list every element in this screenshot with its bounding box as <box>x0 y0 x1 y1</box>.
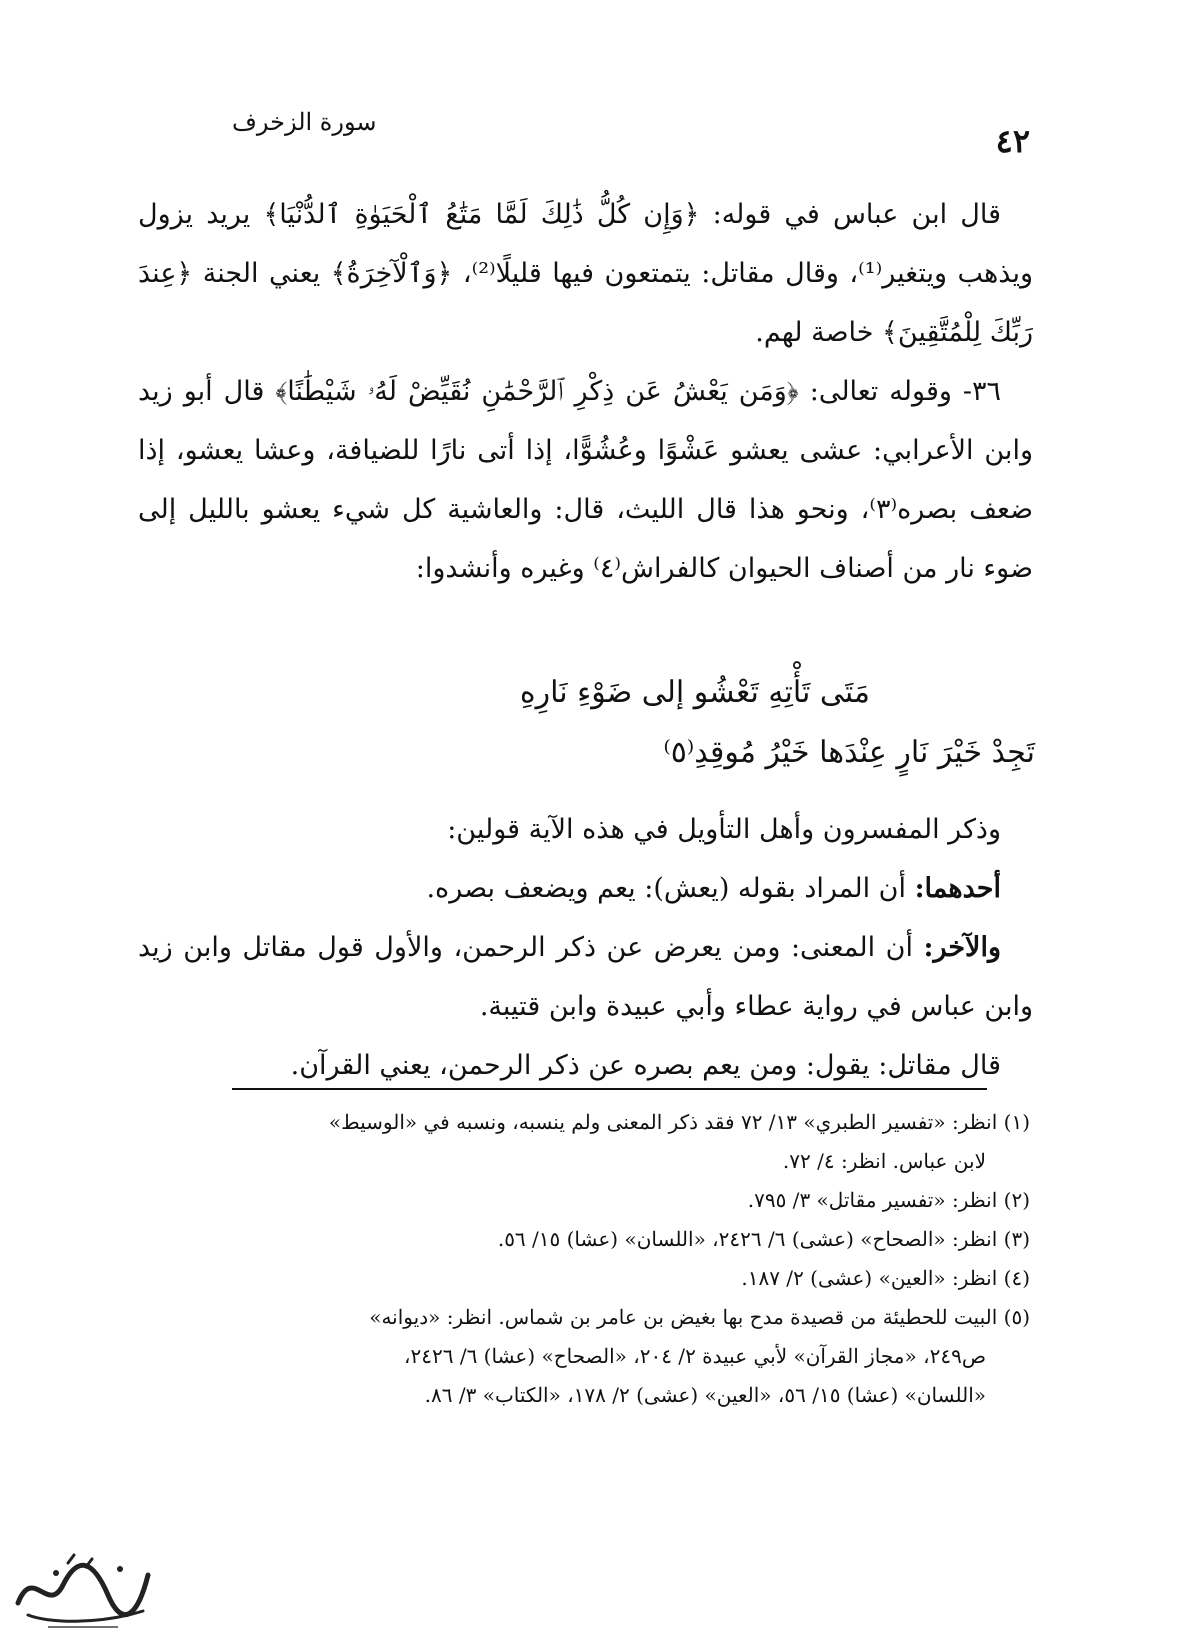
paragraph-ibn-abbas: قال ابن عباس في قوله: ﴿وَإِن كُلُّ ذَٰلِكَ لَمَّا مَتَٰعُ ٱلْحَيَوٰةِ ٱلدُّنْيَا﴾ يريد يزول ويذهب ويتغير⁽¹⁾، وقال مقاتل: يتمتعون فيها قليلًا⁽²⁾، ﴿وَٱلْآخِرَةُ﴾ يعني الجنة ﴿عِندَ رَبِّكَ لِلْمُتَّقِينَ﴾ خاصة لهم. <box>138 199 1034 348</box>
main-text <box>138 185 1033 598</box>
main-text-continued <box>138 800 1033 1095</box>
publisher-logo-icon <box>8 1545 156 1633</box>
footnote-4: (٤) انظر: «العين» (عشى) ٢/ ١٨٧. <box>741 1266 1030 1290</box>
footnote-1: (١) انظر: «تفسير الطبري» ١٣/ ٧٢ فقد ذكر المعنى ولم ينسبه، ونسبه في «الوسيط» <box>328 1110 1030 1134</box>
footnote-5: (٥) البيت للحطيئة من قصيدة مدح بها بغيض بن عامر بن شماس. انظر: «ديوانه» <box>369 1305 1030 1329</box>
page-number: ٤٢ <box>995 122 1030 160</box>
paragraph-muqatil: قال مقاتل: يقول: ومن يعم بصره عن ذكر الرحمن، يعني القرآن. <box>290 1050 1001 1081</box>
paragraph-first-opinion <box>138 859 1033 918</box>
footnote-3: (٣) انظر: «الصحاح» (عشى) ٦/ ٢٤٢٦، «اللسان» (عشا) ١٥/ ٥٦. <box>497 1227 1030 1251</box>
first-opinion-label: أحدهما: <box>914 873 1001 904</box>
footnotes <box>215 1103 1030 1415</box>
poetry-verse-second-half: تَجِدْ خَيْرَ نَارٍ عِنْدَها خَيْرُ مُوقِدِ⁽٥⁾ <box>663 735 1035 770</box>
footnote-5-continued-2: «اللسان» (عشا) ١٥/ ٥٦، «العين» (عشى) ٢/ ١٧٨، «الكتاب» ٣/ ٨٦. <box>424 1383 986 1407</box>
paragraph-two-opinions: وذكر المفسرون وأهل التأويل في هذه الآية قولين: <box>447 814 1001 845</box>
surah-title: سورة الزخرف <box>232 108 377 136</box>
poetry-verse-first-half: مَتَى تَأْتِهِ تَعْشُو إلى ضَوْءِ نَارِهِ <box>519 675 870 710</box>
footnote-5-continued: ص٢٤٩، «مجاز القرآن» لأبي عبيدة ٢/ ٢٠٤، «الصحاح» (عشا) ٦/ ٢٤٢٦، <box>404 1344 986 1368</box>
paragraph-second-opinion <box>138 918 1033 1036</box>
footnote-1-continued: لابن عباس. انظر: ٤/ ٧٢. <box>782 1149 986 1173</box>
second-opinion-label: والآخر: <box>923 932 1001 963</box>
paragraph-verse-36: ٣٦- وقوله تعالى: ﴿وَمَن يَعْشُ عَن ذِكْرِ ٱلرَّحْمَٰنِ نُقَيِّضْ لَهُۥ شَيْطَٰنًا﴾ قال أبو زيد وابن الأعرابي: عشى يعشو عَشْوًا وعُشُوًّا، إذا أتى نارًا للضيافة، وعشا يعشو، إذا ضعف بصره⁽٣⁾، ونحو هذا قال الليث، قال: والعاشية كل شيء يعشو بالليل إلى ضوء نار من أصناف الحيوان كالفراش⁽٤⁾ وغيره وأنشدوا: <box>138 376 1033 584</box>
footnote-divider <box>232 1088 987 1090</box>
first-opinion-text: أن المراد بقوله (يعش): يعم ويضعف بصره. <box>426 873 915 904</box>
second-opinion-text: أن المعنى: ومن يعرض عن ذكر الرحمن، والأول قول مقاتل وابن زيد وابن عباس في رواية عطاء وأبي عبيدة وابن قتيبة. <box>138 932 1033 1022</box>
footnote-2: (٢) انظر: «تفسير مقاتل» ٣/ ٧٩٥. <box>747 1188 1030 1212</box>
